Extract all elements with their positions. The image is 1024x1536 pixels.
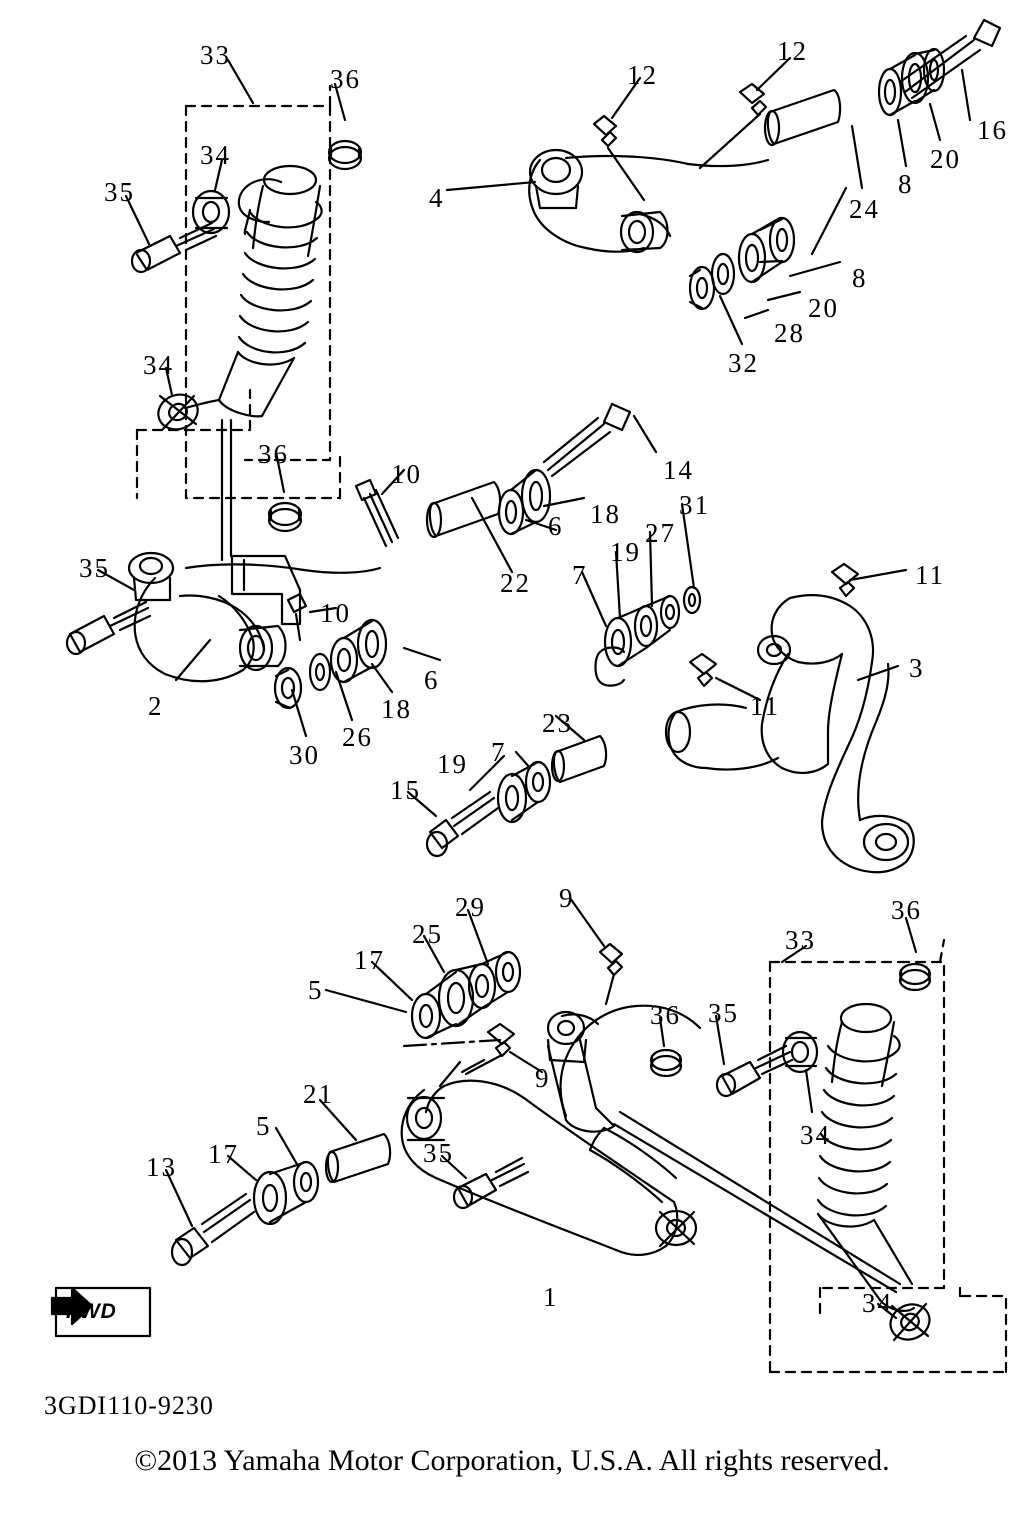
callout-number: 9 xyxy=(535,1063,551,1093)
callout-number: 17 xyxy=(354,945,385,975)
callout-number: 28 xyxy=(774,318,805,348)
callout-number: 35 xyxy=(708,998,739,1028)
callout-number: 15 xyxy=(390,775,421,805)
callout-number: 8 xyxy=(852,263,868,293)
fwd-arrow-label: FWD xyxy=(66,1300,117,1323)
callout-number: 26 xyxy=(342,722,373,752)
callout-number: 20 xyxy=(808,293,839,323)
callout-number: 9 xyxy=(559,883,575,913)
callout-number: 34 xyxy=(200,140,231,170)
callout-number: 34 xyxy=(862,1288,893,1318)
callout-number: 20 xyxy=(930,144,961,174)
diagram-part-number: 3GDI110-9230 xyxy=(44,1391,214,1420)
callout-number: 25 xyxy=(412,919,443,949)
callout-number: 2 xyxy=(148,691,164,721)
callout-number: 4 xyxy=(429,183,445,213)
callout-number: 34 xyxy=(800,1120,831,1150)
callout-number: 13 xyxy=(146,1152,177,1182)
callout-number: 10 xyxy=(320,598,351,628)
callout-number: 12 xyxy=(627,60,658,90)
callout-number: 21 xyxy=(303,1079,334,1109)
callout-number: 7 xyxy=(491,737,507,767)
callout-number: 6 xyxy=(424,665,440,695)
callout-number: 5 xyxy=(308,975,324,1005)
callout-number: 24 xyxy=(849,194,880,224)
callout-number: 14 xyxy=(663,455,694,485)
callout-number: 33 xyxy=(200,40,231,70)
callout-number: 6 xyxy=(548,511,564,541)
callout-number: 18 xyxy=(381,694,412,724)
callout-number: 22 xyxy=(500,568,531,598)
callout-number: 19 xyxy=(437,749,468,779)
callout-number: 36 xyxy=(258,439,289,469)
callout-number: 16 xyxy=(977,115,1008,145)
callout-number: 10 xyxy=(391,459,422,489)
callout-number: 32 xyxy=(728,348,759,378)
callout-number: 30 xyxy=(289,740,320,770)
callout-number: 11 xyxy=(915,560,945,590)
callout-number: 8 xyxy=(898,169,914,199)
callout-number: 3 xyxy=(909,653,925,683)
callout-number: 12 xyxy=(777,36,808,66)
callout-number: 18 xyxy=(590,499,621,529)
callout-number: 19 xyxy=(610,537,641,567)
callout-number: 36 xyxy=(650,1000,681,1030)
callout-number: 23 xyxy=(542,708,573,738)
callout-number: 29 xyxy=(455,892,486,922)
callout-number: 5 xyxy=(256,1111,272,1141)
callout-number: 1 xyxy=(543,1282,559,1312)
callout-number: 36 xyxy=(330,64,361,94)
callout-number: 36 xyxy=(891,895,922,925)
callout-number: 11 xyxy=(750,691,780,721)
callout-number: 35 xyxy=(423,1138,454,1168)
callout-number: 7 xyxy=(572,560,588,590)
callout-number: 34 xyxy=(143,350,174,380)
copyright-notice: ©2013 Yamaha Motor Corporation, U.S.A. All rights reserved. xyxy=(134,1444,890,1477)
callout-number: 35 xyxy=(79,553,110,583)
callout-number: 17 xyxy=(208,1139,239,1169)
callout-number: 35 xyxy=(104,177,135,207)
callout-number: 31 xyxy=(679,490,710,520)
callout-number: 33 xyxy=(785,925,816,955)
callout-number: 27 xyxy=(645,518,676,548)
